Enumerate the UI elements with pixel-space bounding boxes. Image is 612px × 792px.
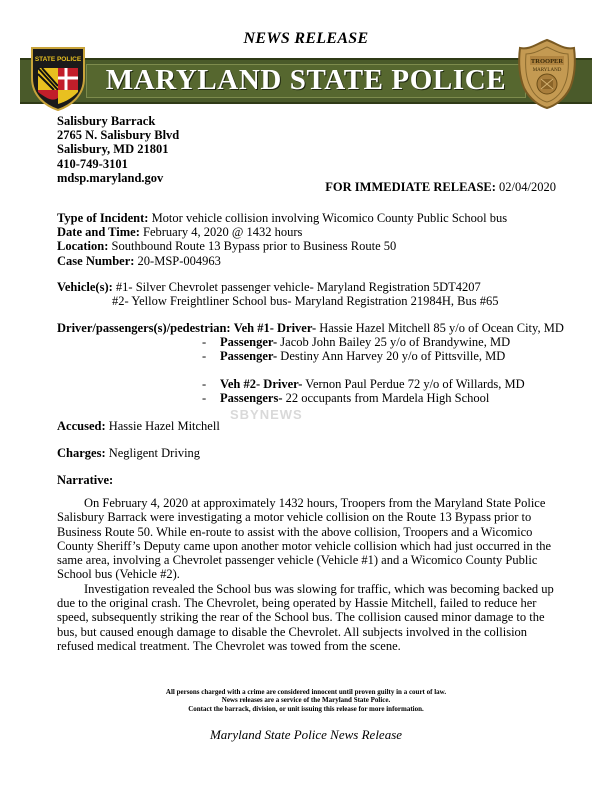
charges-line — [57, 446, 200, 460]
dash-bullet: - — [202, 349, 207, 363]
passengers-veh2-line — [220, 391, 489, 405]
datetime-value: February 4, 2020 @ 1432 hours — [143, 225, 303, 240]
badge-text-state: MARYLAND — [532, 68, 562, 73]
dash-bullet: - — [202, 335, 207, 349]
barrack-city: Salisbury, MD 21801 — [57, 142, 169, 157]
watermark: SBYNEWS — [230, 407, 303, 422]
vehicles-label: Vehicle(s): — [57, 280, 113, 294]
state-police-shield-icon — [28, 42, 88, 112]
disclaimer — [0, 688, 612, 713]
veh2-label: Veh #2- Driver- — [220, 377, 303, 391]
passenger-1-line — [220, 335, 510, 349]
barrack-address — [57, 114, 179, 185]
veh1-driver: Hassie Hazel Mitchell 85 y/o of Ocean City, MD — [319, 321, 564, 335]
charges-label: Charges: — [57, 446, 106, 460]
shield-text: STATE POLICE — [34, 56, 82, 63]
disclaimer-line-2: News releases are a service of the Maryland State Police. — [221, 696, 391, 705]
release-date: 02/04/2020 — [499, 180, 556, 194]
location-label: Location: — [57, 239, 109, 254]
dash-bullet: - — [202, 391, 207, 405]
passenger-1: Jacob John Bailey 25 y/o of Brandywine, MD — [280, 335, 511, 349]
veh1-label: Veh #1- Driver- — [233, 321, 317, 335]
veh2-driver: Vernon Paul Perdue 72 y/o of Willards, MD — [305, 377, 525, 391]
passenger-label: Passenger- — [220, 335, 278, 349]
incident-type-value: Motor vehicle collision involving Wicomico County Public School bus — [151, 211, 508, 225]
news-release-heading: NEWS RELEASE — [243, 30, 369, 47]
driver-veh1-line — [57, 321, 564, 335]
barrack-street: 2765 N. Salisbury Blvd — [57, 128, 180, 143]
trooper-badge-icon — [514, 38, 580, 110]
location-value: Southbound Route 13 Bypass prior to Business Route 50 — [111, 239, 397, 254]
release-date-line — [325, 180, 556, 195]
charges-value: Negligent Driving — [108, 446, 201, 460]
persons-label: Driver/passengers(s)/pedestrian: — [57, 321, 231, 335]
passenger-label: Passenger- — [220, 349, 278, 363]
agency-title: MARYLAND STATE POLICE — [105, 64, 507, 96]
narrative-paragraph-2: Investigation revealed the School bus was slowing for traffic, which was becoming backed up due to the original crash. The Chevrolet, being operated by Hassie Mitchell, failed to reduce her speed, subsequently striking the rear of the School bus. The collision caused minor damage to the bus, but caused enough damage to disable the Chevrolet. All subjects involved in the collision refused medical treatment. The Chevrolet was towed from the scene. — [57, 581, 554, 653]
veh2-passengers: 22 occupants from Mardela High School — [285, 391, 490, 405]
narrative-paragraph-1: On February 4, 2020 at approximately 1432 hours, Troopers from the Maryland State Police Salisbury Barrack were investigating a motor vehicle collision on the Route 13 Bypass prior to Business Route 50. While en-route to assist with the above collision, Troopers and a Wicomico County Sheriff’s Deputy came upon another motor vehicle collision which had just occurred in the same area, involving a Chevrolet passenger vehicle (Vehicle #1) and a Wicomico County Public School bus (Vehicle #2). — [57, 496, 552, 582]
accused-line — [57, 419, 220, 433]
vehicle-1: #1- Silver Chevrolet passenger vehicle- Maryland Registration 5DT4207 — [115, 280, 481, 294]
datetime-label: Date and Time: — [57, 225, 140, 240]
case-number-value: 20-MSP-004963 — [137, 253, 221, 268]
accused-label: Accused: — [57, 419, 106, 433]
incident-details — [57, 211, 507, 268]
case-number-label: Case Number: — [57, 253, 135, 268]
vehicles-line-1 — [57, 280, 481, 294]
passenger-2: Destiny Ann Harvey 20 y/o of Pittsville, MD — [280, 349, 506, 363]
vehicle-2: #2- Yellow Freightliner School bus- Maryland Registration 21984H, Bus #65 — [112, 294, 499, 308]
vehicles-line-2 — [112, 294, 498, 308]
dash-bullet: - — [202, 377, 207, 391]
passenger-2-line — [220, 349, 505, 363]
barrack-phone: 410-749-3101 — [57, 156, 128, 171]
badge-text-top: TROOPER — [530, 58, 564, 65]
disclaimer-line-1: All persons charged with a crime are considered innocent until proven guilty in a court of law. — [165, 688, 447, 696]
footer-title: Maryland State Police News Release — [209, 727, 403, 742]
barrack-website[interactable]: mdsp.maryland.gov — [57, 170, 164, 185]
disclaimer-line-3: Contact the barrack, division, or unit issuing this release for more information. — [188, 704, 424, 713]
passengers-label: Passengers- — [220, 391, 283, 405]
narrative-label: Narrative: — [57, 473, 114, 487]
incident-type-label: Type of Incident: — [57, 211, 149, 225]
narrative-body — [57, 496, 557, 653]
accused-value: Hassie Hazel Mitchell — [108, 419, 220, 433]
release-label: FOR IMMEDIATE RELEASE: — [325, 180, 496, 194]
barrack-name: Salisbury Barrack — [57, 114, 156, 128]
driver-veh2-line — [220, 377, 525, 391]
